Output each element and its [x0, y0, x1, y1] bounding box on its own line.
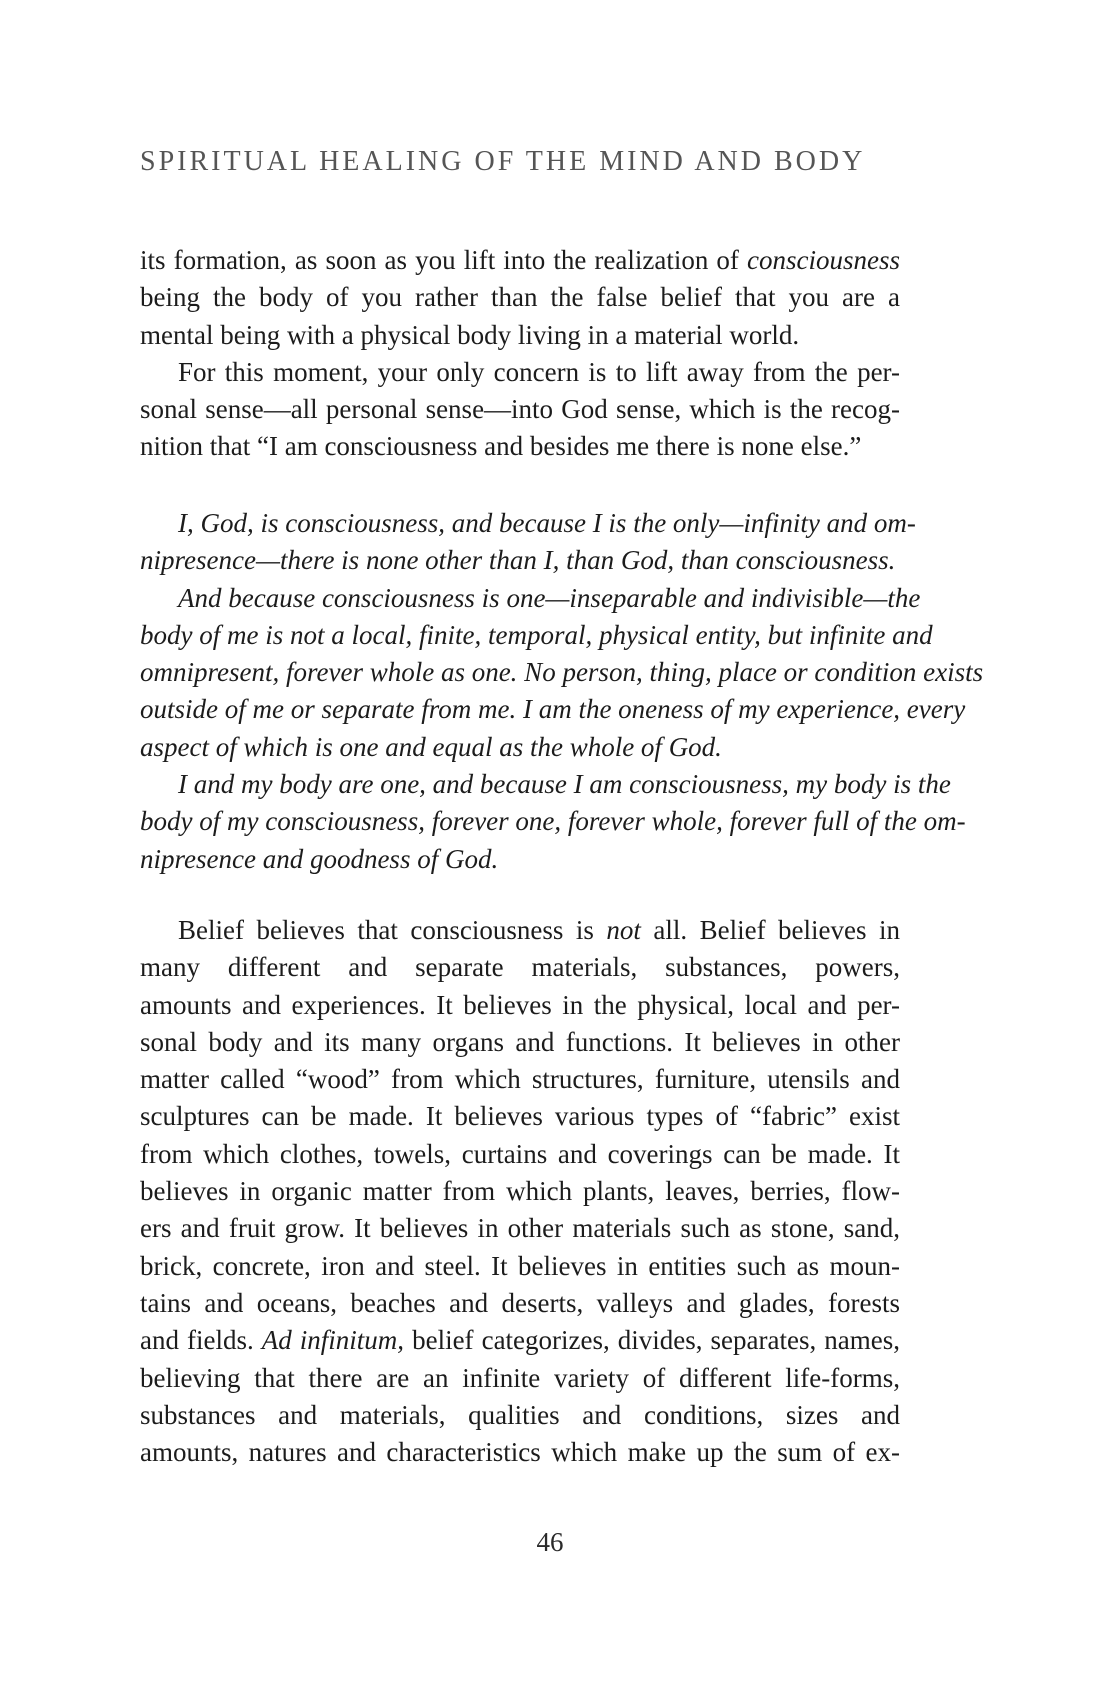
meditation-line: outside of me or separate from me. I am the oneness of my experience, every — [140, 694, 966, 725]
meditation-line: I and my body are one, and because I am consciousness, my body is the — [178, 769, 951, 800]
text-line: believing that there are an infinite variety of different life-forms, — [140, 1362, 900, 1393]
page-number: 46 — [536, 1527, 564, 1557]
emphasis: Ad infinitum, — [261, 1325, 405, 1356]
body-text-opening — [140, 242, 900, 466]
text-line: believes in organic matter from which plants, leaves, berries, flow- — [140, 1176, 900, 1207]
text-line: matter called “wood” from which structures, furniture, utensils and — [140, 1064, 900, 1095]
text-line: sculptures can be made. It believes various types of “fabric” exist — [140, 1101, 900, 1132]
text-line: brick, concrete, iron and steel. It believes in entities such as moun- — [140, 1250, 900, 1281]
text-line: Belief believes that consciousness is not all. Belief believes in — [178, 915, 900, 945]
text-line: ers and fruit grow. It believes in other materials such as stone, sand, — [140, 1213, 900, 1244]
text-line: amounts, natures and characteristics which make up the sum of ex- — [140, 1437, 900, 1468]
text-line: from which clothes, towels, curtains and coverings can be made. It — [140, 1138, 900, 1169]
meditation-line: body of my consciousness, forever one, forever whole, forever full of the om- — [140, 806, 966, 837]
meditation-block — [140, 505, 984, 878]
meditation-line: nipresence and goodness of God. — [140, 843, 499, 874]
meditation-line: omnipresent, forever whole as one. No person, thing, place or condition exists — [140, 657, 984, 688]
meditation-line: aspect of which is one and equal as the whole of God. — [140, 731, 722, 762]
text-line: tains and oceans, beaches and deserts, valleys and glades, forests — [140, 1287, 900, 1318]
body-text-belief — [140, 912, 900, 1471]
text-line: substances and materials, qualities and conditions, sizes and — [140, 1399, 900, 1430]
meditation-line: I, God, is consciousness, and because I is the only—infinity and om- — [178, 508, 916, 538]
text-line: its formation, as soon as you lift into the realization of consciousness — [140, 245, 900, 275]
meditation-line: nipresence—there is none other than I, than God, than consciousness. — [140, 545, 896, 576]
meditation-line: And because consciousness is one—inseparable and indivisible—the — [178, 582, 921, 613]
text-line: sonal body and its many organs and functions. It believes in other — [140, 1026, 900, 1057]
text-line: being the body of you rather than the false belief that you are a — [140, 282, 900, 313]
text-line: amounts and experiences. It believes in the physical, local and per- — [140, 989, 900, 1020]
running-head: SPIRITUAL HEALING OF THE MIND AND BODY — [140, 146, 866, 177]
text-line: sonal sense—all personal sense—into God sense, which is the recog- — [140, 394, 900, 425]
meditation-line: body of me is not a local, finite, temporal, physical entity, but infinite and — [140, 619, 933, 650]
text-line: many different and separate materials, substances, powers, — [140, 952, 900, 983]
text-line: mental being with a physical body living in a material world. — [140, 319, 800, 350]
emphasis: consciousness — [747, 245, 900, 275]
text-line: and fields. Ad infinitum, belief categorizes, divides, separates, names, — [140, 1325, 900, 1356]
text-line: For this moment, your only concern is to lift away from the per- — [178, 356, 900, 387]
text-line: nition that “I am consciousness and besides me there is none else.” — [140, 431, 862, 462]
emphasis: not — [606, 915, 641, 945]
